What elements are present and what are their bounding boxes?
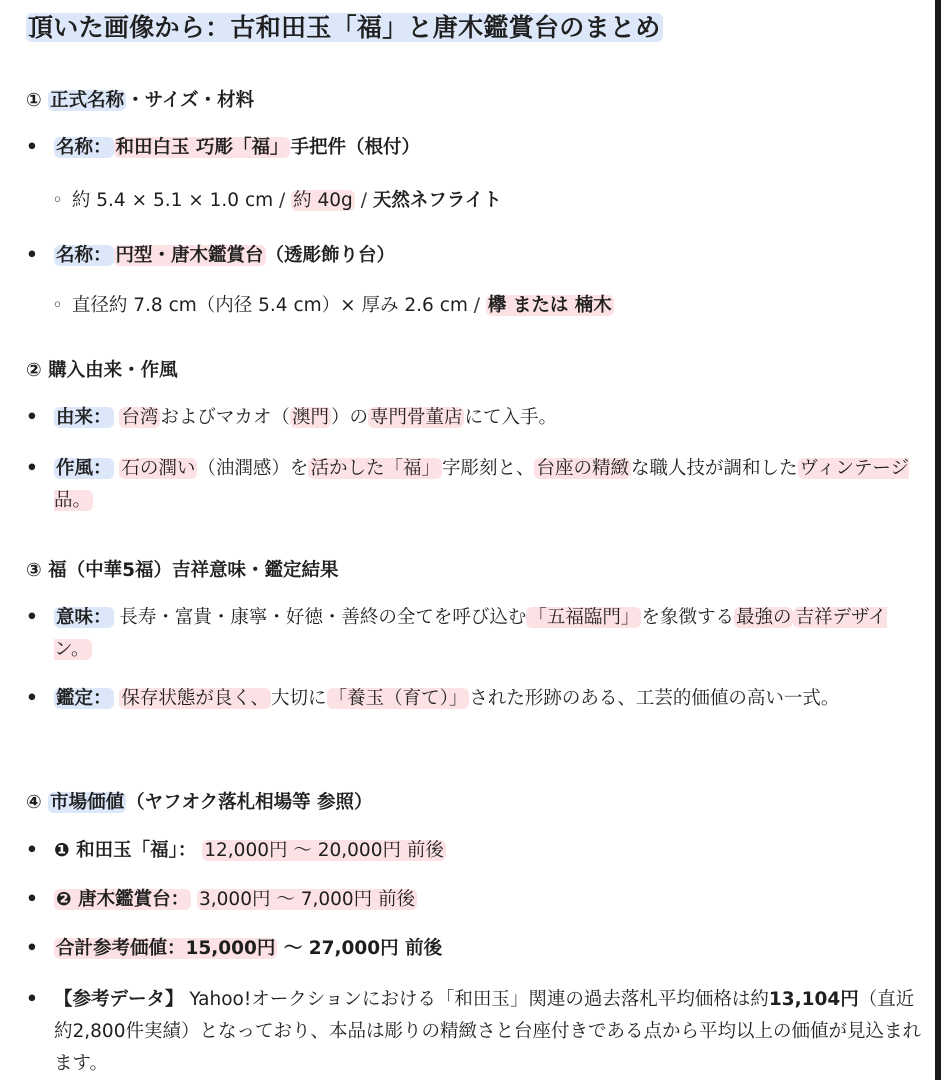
section-heading-meaning: ③ 福（中華5福）吉祥意味・鑑定結果 bbox=[26, 560, 339, 581]
list-item-meaning: • 意味： 長寿・富貴・康寧・好徳・善終の全てを呼び込む 「五福臨門」 を象徴する 最強の 吉祥デザイン。 bbox=[26, 607, 887, 660]
section-heading-origin: ② 購入由来・作風 bbox=[26, 360, 178, 381]
window-edge bbox=[935, 0, 941, 1080]
sub-item-jade-specs: ◦ 約 5.4 × 5.1 × 1.0 cm / 約 40g / 天然ネフライト bbox=[52, 190, 502, 211]
section-heading-names: ① 正式名称 ・サイズ・材料 bbox=[26, 90, 255, 111]
list-item-style: • 作風： 石の潤い （油潤感）を 活かした「福」 字彫刻と、 台座の精緻 な職人技が調和した ヴィンテージ品。 bbox=[26, 458, 910, 511]
list-item-jade-price: • ❶ 和田玉「福」： 12,000円 〜 20,000円 前後 bbox=[26, 840, 444, 861]
sub-item-stand-specs: ◦ 直径約 7.8 cm（内径 5.4 cm）× 厚み 2.6 cm / 欅 または 楠木 bbox=[52, 295, 612, 316]
list-item-stand-name: • 名称： 円型・唐木鑑賞台 （透彫飾り台） bbox=[26, 245, 396, 266]
list-item-appraisal: • 鑑定： 保存状態が良く、 大切に 「養玉（育て）」 された形跡のある、工芸的価値の高い一式。 bbox=[26, 688, 840, 709]
list-item-total-value: • 合計参考価値：15,000円 〜 27,000円 前後 bbox=[26, 938, 443, 959]
list-item-reference-data: • 【参考データ】 Yahoo!オークションにおける「和田玉」関連の過去落札平均価格は約13,104円（直近約2,800件実績）となっており、本品は彫りの精緻さと台座付きである点から平均以上の価値が見込まれます。 bbox=[26, 989, 921, 1074]
section-heading-market: ④ 市場価値 （ヤフオク落札相場等 参照） bbox=[26, 792, 373, 813]
list-item-stand-price: • ❷ 唐木鑑賞台： 3,000円 〜 7,000円 前後 bbox=[26, 889, 416, 910]
list-item-origin: • 由来： 台湾 およびマカオ（ 澳門 ）の 専門骨董店 にて入手。 bbox=[26, 407, 557, 428]
list-item-jade-name: • 名称： 和田白玉 巧彫「福」 手把件（根付） bbox=[26, 137, 420, 158]
page-title: 頂いた画像から：古和田玉「福」と唐木鑑賞台のまとめ bbox=[28, 13, 661, 42]
